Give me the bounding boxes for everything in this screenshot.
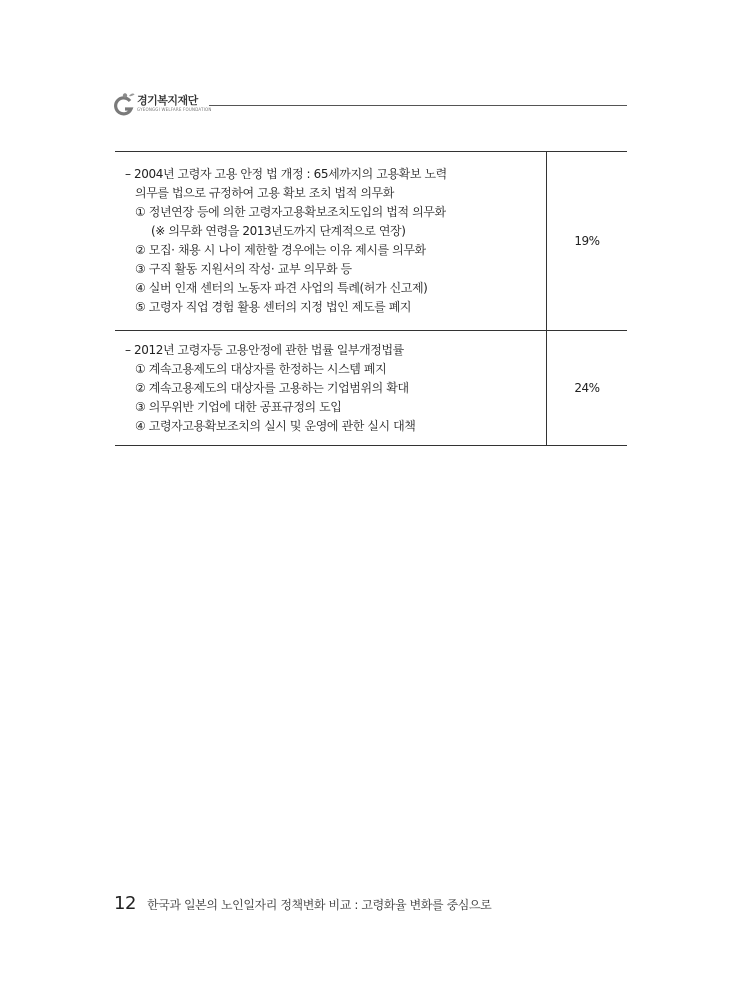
- foundation-logo-icon: [113, 92, 135, 116]
- policy-line: – 2004년 고령자 고용 안정 법 개정 : 65세까지의 고용확보 노력: [125, 167, 447, 181]
- table-row: [115, 152, 627, 331]
- page-number: 12: [114, 893, 136, 914]
- rate-cell: 24%: [547, 331, 628, 446]
- policy-line: ③ 의무위반 기업에 대한 공표규정의 도입: [135, 399, 342, 414]
- header-rule: [209, 105, 627, 106]
- page-header: [113, 90, 627, 120]
- policy-line: ④ 고령자고용확보조치의 실시 및 운영에 관한 실시 대책: [135, 418, 416, 433]
- policy-line: ⑤ 고령자 직업 경험 활용 센터의 지정 법인 제도를 폐지: [135, 300, 412, 314]
- table-row: [115, 331, 627, 446]
- policy-line: (※ 의무화 연령을 2013년도까지 단계적으로 연장): [151, 224, 406, 238]
- page-footer: [114, 893, 491, 914]
- policy-line: ① 계속고용제도의 대상자를 한정하는 시스템 폐지: [135, 361, 387, 376]
- policy-line: ① 정년연장 등에 의한 고령자고용확보조치도입의 법적 의무화: [135, 205, 446, 219]
- policy-line: 의무를 법으로 규정하여 고용 확보 조치 법적 의무화: [135, 186, 394, 200]
- rate-cell: 19%: [547, 152, 628, 331]
- policy-description-cell: [115, 152, 547, 331]
- policy-table: [115, 151, 627, 446]
- policy-line: – 2012년 고령자등 고용안정에 관한 법률 일부개정법률: [125, 342, 404, 357]
- running-title: 한국과 일본의 노인일자리 정책변화 비교 : 고령화율 변화를 중심으로: [147, 898, 492, 912]
- policy-description-cell: [115, 331, 547, 446]
- org-subtitle: GYEONGGI WELFARE FOUNDATION: [137, 107, 212, 112]
- policy-line: ④ 실버 인재 센터의 노동자 파견 사업의 특례(허가 신고제): [135, 281, 428, 295]
- org-name: 경기복지재단: [137, 94, 198, 107]
- policy-line: ② 모집· 채용 시 나이 제한할 경우에는 이유 제시를 의무화: [135, 243, 426, 257]
- policy-line: ② 계속고용제도의 대상자를 고용하는 기업범위의 확대: [135, 380, 409, 395]
- policy-line: ③ 구직 활동 지원서의 작성· 교부 의무화 등: [135, 262, 352, 276]
